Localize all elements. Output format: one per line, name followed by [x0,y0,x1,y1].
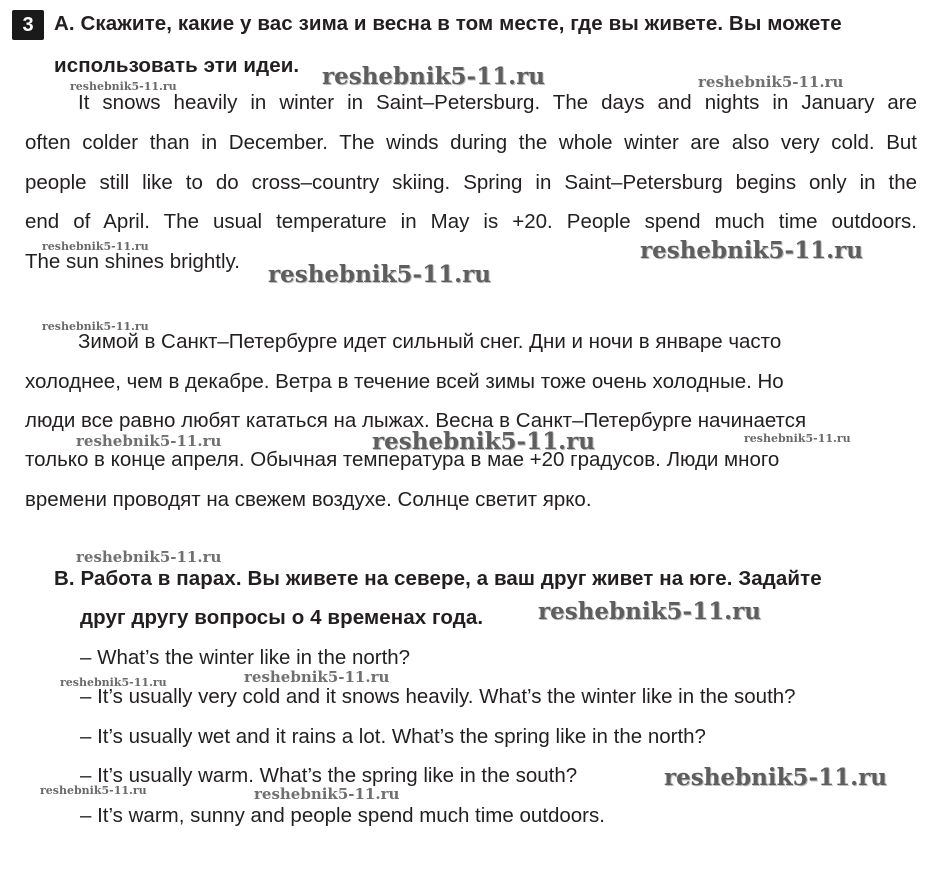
watermark: reshebnik5-11.ru [42,320,149,333]
section-a-heading-line2: использовать эти идеи. [54,54,300,77]
dialogue-line: – It’s usually very cold and it snows heavily. What’s the winter like in the south? [80,685,796,708]
task-number-badge: 3 [12,10,44,40]
watermark: reshebnik5-11.ru [60,676,167,689]
watermark: reshebnik5-11.ru [538,598,761,625]
dialogue-line: – It’s warm, sunny and people spend much time outdoors. [80,804,605,827]
dialogue-line: – It’s usually wet and it rains a lot. What’s the spring like in the north? [80,725,706,748]
watermark: reshebnik5-11.ru [268,261,491,288]
watermark: reshebnik5-11.ru [372,428,595,455]
english-text-line: end of April. The usual temperature in May is +20. People spend much time outdoors. [25,210,917,233]
section-b-heading-line1: B. Работа в парах. Вы живете на севере, а ваш друг живет на юге. Задайте [54,567,822,590]
russian-text-line: времени проводят на свежем воздухе. Солнце светит ярко. [25,488,592,511]
watermark: reshebnik5-11.ru [744,432,851,445]
watermark: reshebnik5-11.ru [254,785,400,803]
watermark: reshebnik5-11.ru [40,784,147,797]
section-a-heading-line1: А. Скажите, какие у вас зима и весна в том месте, где вы живете. Вы можете [54,12,842,35]
watermark: reshebnik5-11.ru [42,240,149,253]
russian-text-line: Зимой в Санкт–Петербурге идет сильный снег. Дни и ночи в январе часто [78,330,782,353]
watermark: reshebnik5-11.ru [70,80,177,93]
watermark: reshebnik5-11.ru [76,548,222,566]
watermark: reshebnik5-11.ru [664,764,887,791]
english-text-line: people still like to do cross–country skiing. Spring in Saint–Petersburg begins only in the [25,171,917,194]
watermark: reshebnik5-11.ru [244,668,390,686]
russian-text-line: холоднее, чем в декабре. Ветра в течение всей зимы тоже очень холодные. Но [25,370,784,393]
watermark: reshebnik5-11.ru [640,237,863,264]
section-b-heading-line2: друг другу вопросы о 4 временах года. [80,606,484,629]
english-text-line: The sun shines brightly. [25,250,240,273]
watermark: reshebnik5-11.ru [322,63,545,90]
english-text-line: often colder than in December. The winds during the whole winter are also very cold. But [25,131,917,154]
watermark: reshebnik5-11.ru [698,73,844,91]
russian-text-line: люди все равно любят кататься на лыжах. Весна в Санкт–Петербурге начинается [25,409,807,432]
dialogue-line: – It’s usually warm. What’s the spring like in the south? [80,764,578,787]
russian-text-line: только в конце апреля. Обычная температура в мае +20 градусов. Люди много [25,448,780,471]
english-text-line: It snows heavily in winter in Saint–Petersburg. The days and nights in January are [78,91,917,114]
watermark: reshebnik5-11.ru [76,432,222,450]
dialogue-line: – What’s the winter like in the north? [80,646,411,669]
